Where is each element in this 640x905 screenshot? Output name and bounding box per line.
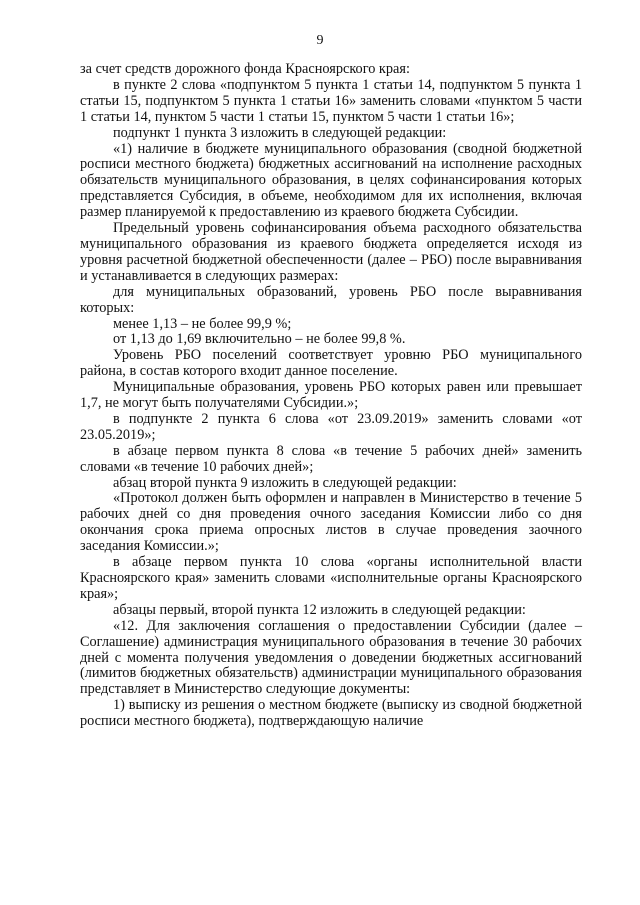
paragraph-item-9-intro: абзац второй пункта 9 изложить в следующей редакции: <box>113 474 457 491</box>
paragraph-item-12-subitem-1: 1) выписку из решения о местном бюджете (выписку из сводной бюджетной росписи местного бюджета), подтверждающую наличие <box>80 697 582 730</box>
paragraph-subitem-1-item-3-intro: подпункт 1 пункта 3 изложить в следующей редакции: <box>113 124 447 141</box>
document-body <box>80 62 582 730</box>
paragraph-rbo-range-1: менее 1,13 – не более 99,9 %; <box>113 315 292 332</box>
paragraph-rbo-range-2: от 1,13 до 1,69 включительно – не более 99,8 %. <box>113 331 406 348</box>
paragraph-amend-item-10: в абзаце первом пункта 10 слова «органы исполнительной власти Красноярского края» заменить словами «исполнительные органы Красноярского края»; <box>80 554 582 602</box>
paragraph-subitem-1-text: «1) наличие в бюджете муниципального образования (сводной бюджетной росписи местного бюджета) бюджетных ассигнований на исполнение расходных обязательств муниципального образования, в целях софинансирования которых представляется Субсидия, в объеме, необходимом для их исполнения, включая размер планируемой к предоставлению из краевого бюджета Субсидии. <box>80 140 582 221</box>
paragraph-continuation: за счет средств дорожного фонда Красноярского края: <box>80 61 410 77</box>
paragraph-amend-item-8: в абзаце первом пункта 8 слова «в течение 5 рабочих дней» заменить словами «в течение 10 рабочих дней»; <box>80 442 582 475</box>
page-number: 9 <box>316 33 324 48</box>
paragraph-protocol-text: «Протокол должен быть оформлен и направлен в Министерство в течение 5 рабочих дней со дня проведения очного заседания Комиссии либо со дня окончания срока приема опросных листов в случае проведения заочного заседания Комиссии.»; <box>80 490 582 555</box>
paragraph-amend-item-6: в подпункте 2 пункта 6 слова «от 23.09.2019» заменить словами «от 23.05.2019»; <box>80 410 582 443</box>
paragraph-rbo-condition: для муниципальных образований, уровень РБО после выравнивания которых: <box>80 283 582 316</box>
paragraph-item-12-text: «12. Для заключения соглашения о предоставлении Субсидии (далее – Соглашение) администрация муниципального образования в течение 30 рабочих дней с момента получения уведомления о доведении бюджетных ассигнований (лимитов бюджетных обязательств) администрации муниципального образования представляет в Министерство следующие документы: <box>80 617 582 698</box>
paragraph-amend-item-2: в пункте 2 слова «подпунктом 5 пункта 1 статьи 14, подпунктом 5 пункта 1 статьи 15, подпунктом 5 пункта 1 статьи 16» заменить словами «пунктом 5 части 1 статьи 14, пунктом 5 части 1 статьи 15, пунктом 5 части 1 статьи 16»; <box>80 76 582 125</box>
paragraph-rbo-exclusion: Муниципальные образования, уровень РБО которых равен или превышает 1,7, не могут быть получателями Субсидии.»; <box>80 379 582 412</box>
paragraph-cofinancing-limit: Предельный уровень софинансирования объема расходного обязательства муниципального образования из краевого бюджета определяется исходя из уровня расчетной бюджетной обеспеченности (далее – РБО) после выравнивания и устанавливается в следующих размерах: <box>80 220 582 284</box>
paragraph-rbo-settlements: Уровень РБО поселений соответствует уровню РБО муниципального района, в состав которого входит данное поселение. <box>80 347 582 380</box>
paragraph-item-12-intro: абзацы первый, второй пункта 12 изложить в следующей редакции: <box>113 601 526 618</box>
